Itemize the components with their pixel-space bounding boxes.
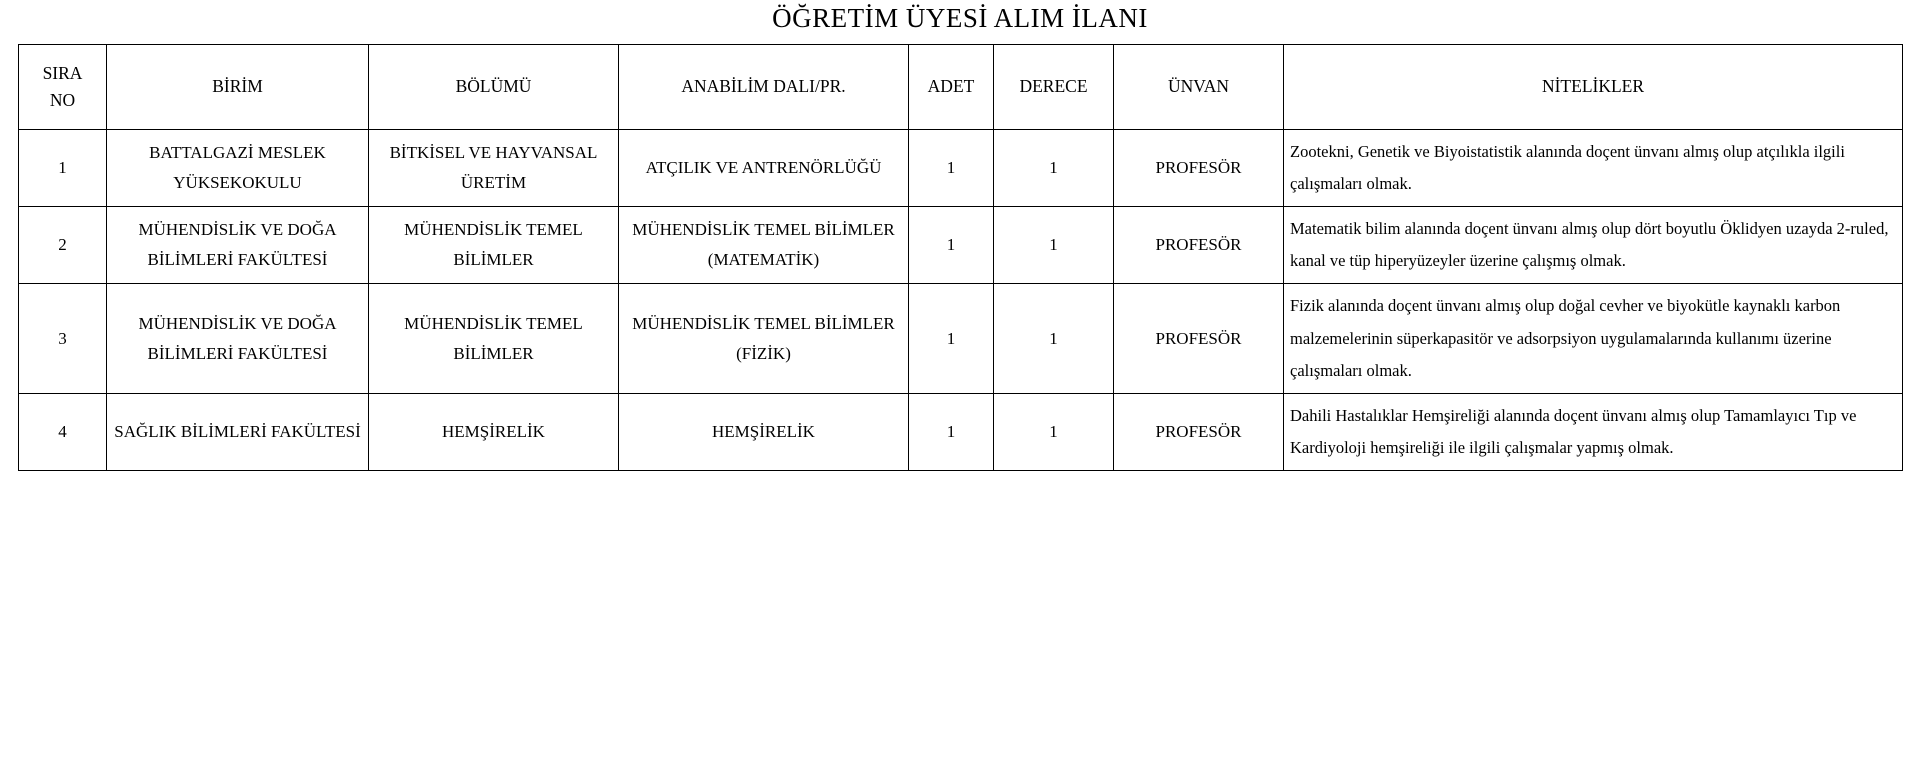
cell-unvan: PROFESÖR (1114, 284, 1284, 394)
cell-unvan: PROFESÖR (1114, 207, 1284, 284)
header-row (19, 44, 1903, 129)
faculty-positions-table (18, 44, 1903, 472)
table-header (19, 44, 1903, 129)
cell-anabilim-dali: ATÇILIK VE ANTRENÖRLÜĞÜ (619, 129, 909, 206)
cell-bolum: HEMŞİRELİK (369, 393, 619, 470)
table-row (19, 207, 1903, 284)
cell-adet: 1 (909, 284, 994, 394)
cell-anabilim-dali: MÜHENDİSLİK TEMEL BİLİMLER (FİZİK) (619, 284, 909, 394)
cell-derece: 1 (994, 284, 1114, 394)
cell-bolum: BİTKİSEL VE HAYVANSAL ÜRETİM (369, 129, 619, 206)
page-title: ÖĞRETİM ÜYESİ ALIM İLANI (772, 3, 1148, 33)
table-row (19, 393, 1903, 470)
column-header-adet: ADET (909, 44, 994, 129)
cell-nitelikler: Dahili Hastalıklar Hemşireliği alanında doçent ünvanı almış olup Tamamlayıcı Tıp ve Kardiyoloji hemşireliği ile ilgili çalışmalar yapmış olmak. (1284, 393, 1903, 470)
column-header-derece: DERECE (994, 44, 1114, 129)
table-body (19, 129, 1903, 471)
column-header-sira-no-line2: NO (49, 89, 76, 110)
column-header-nitelikler: NİTELİKLER (1284, 44, 1903, 129)
column-header-sira-no (19, 44, 107, 129)
column-header-birim: BİRİM (107, 44, 369, 129)
cell-unvan: PROFESÖR (1114, 129, 1284, 206)
column-header-bolum: BÖLÜMÜ (369, 44, 619, 129)
cell-derece: 1 (994, 393, 1114, 470)
cell-unvan: PROFESÖR (1114, 393, 1284, 470)
cell-bolum: MÜHENDİSLİK TEMEL BİLİMLER (369, 284, 619, 394)
cell-birim: MÜHENDİSLİK VE DOĞA BİLİMLERİ FAKÜLTESİ (107, 207, 369, 284)
cell-sira-no: 4 (19, 393, 107, 470)
cell-derece: 1 (994, 129, 1114, 206)
cell-bolum: MÜHENDİSLİK TEMEL BİLİMLER (369, 207, 619, 284)
cell-nitelikler: Fizik alanında doçent ünvanı almış olup doğal cevher ve biyokütle kaynaklı karbon malzemelerinin süperkapasitör ve adsorpsiyon uygulamalarında kullanımı üzerine çalışmaları olmak. (1284, 284, 1903, 394)
column-header-sira-no-line1: SIRA (42, 63, 83, 84)
cell-birim: MÜHENDİSLİK VE DOĞA BİLİMLERİ FAKÜLTESİ (107, 284, 369, 394)
cell-birim: BATTALGAZİ MESLEK YÜKSEKOKULU (107, 129, 369, 206)
cell-anabilim-dali: MÜHENDİSLİK TEMEL BİLİMLER (MATEMATİK) (619, 207, 909, 284)
table-row (19, 284, 1903, 394)
cell-adet: 1 (909, 129, 994, 206)
table-container (0, 44, 1920, 472)
cell-sira-no: 1 (19, 129, 107, 206)
cell-sira-no: 3 (19, 284, 107, 394)
column-header-unvan: ÜNVAN (1114, 44, 1284, 129)
cell-adet: 1 (909, 207, 994, 284)
cell-anabilim-dali: HEMŞİRELİK (619, 393, 909, 470)
cell-birim: SAĞLIK BİLİMLERİ FAKÜLTESİ (107, 393, 369, 470)
cell-derece: 1 (994, 207, 1114, 284)
column-header-anabilim-dali: ANABİLİM DALI/PR. (619, 44, 909, 129)
cell-nitelikler: Zootekni, Genetik ve Biyoistatistik alanında doçent ünvanı almış olup atçılıkla ilgili çalışmaları olmak. (1284, 129, 1903, 206)
cell-nitelikler: Matematik bilim alanında doçent ünvanı almış olup dört boyutlu Öklidyen uzayda 2-ruled, kanal ve tüp hiperyüzeyler üzerine çalışmış olmak. (1284, 207, 1903, 284)
cell-adet: 1 (909, 393, 994, 470)
table-row (19, 129, 1903, 206)
cell-sira-no: 2 (19, 207, 107, 284)
